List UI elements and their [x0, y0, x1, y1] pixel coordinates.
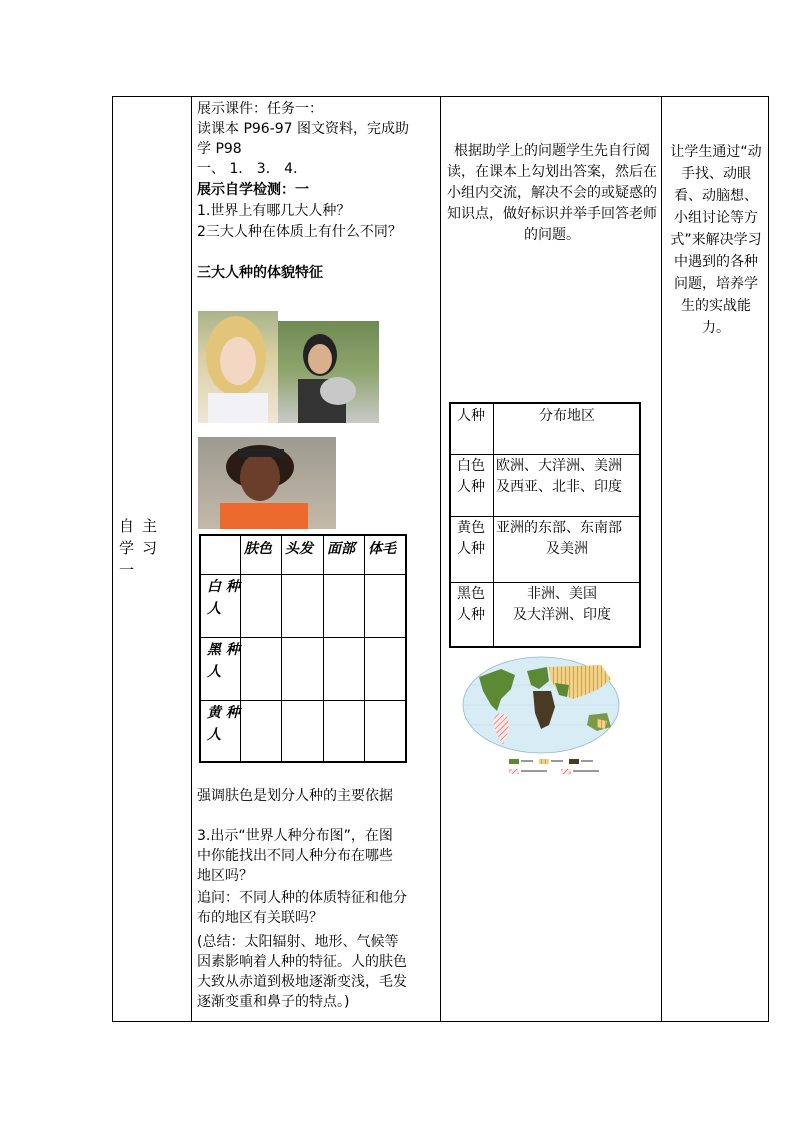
header-area: 分布地区 — [539, 408, 595, 424]
col-header-skin: 肤色 — [244, 541, 272, 557]
followup-line: 布的地区有关联吗？ — [197, 910, 323, 926]
row-label-white: 人 — [207, 601, 221, 617]
lesson-table — [112, 96, 769, 1022]
row-label-black: 人 — [207, 664, 221, 680]
area-white: 欧洲、大洋洲、美洲 — [496, 458, 622, 474]
task-line: 展示课件：任务一： — [197, 101, 323, 117]
distribution-table — [449, 402, 641, 648]
row-label-yellow: 人 — [207, 727, 221, 743]
white-race-photo — [198, 311, 278, 423]
task-line: 一、 1． 3． 4． — [197, 161, 308, 177]
task-line: 学 P98 — [197, 141, 242, 157]
student-activity-column — [441, 97, 662, 1021]
header-race: 人种 — [457, 408, 485, 424]
race-yellow: 黄色 — [457, 520, 485, 536]
design-intent-text: 让学生通过“动手找、动眼看、动脑想、小组讨论等方式”来解决学习中遇到的各种问题，培养学生的实战能力。 — [670, 144, 762, 336]
summary-line: (总结：太阳辐射、地形、气候等 — [197, 934, 399, 950]
summary-line: 大致从赤道到极地逐渐变浅，毛发 — [197, 974, 407, 990]
race-black: 人种 — [457, 607, 485, 623]
area-yellow: 亚洲的东部、东南部 — [496, 520, 622, 536]
design-intent-column — [662, 97, 768, 1021]
race-white: 人种 — [457, 479, 485, 495]
section-column — [113, 97, 191, 1021]
col-header-face: 面部 — [327, 541, 355, 557]
features-table — [199, 534, 407, 763]
task-3-line: 中你能找出不同人种分布在哪些 — [197, 848, 393, 864]
row-label-black: 黑 种 — [207, 642, 240, 658]
area-black: 非洲、美国 — [527, 586, 597, 602]
world-race-map — [461, 655, 621, 783]
race-white: 白色 — [457, 458, 485, 474]
task-line: 读课本 P96-97 图文资料，完成助 — [197, 121, 410, 137]
question-1: 1.世界上有哪几大人种？ — [197, 203, 351, 219]
area-yellow: 及美洲 — [546, 541, 588, 557]
teacher-activity-column — [192, 97, 441, 1021]
section-label: 自主学习一 — [119, 517, 166, 579]
summary-line: 逐渐变重和鼻子的特点。) — [197, 994, 350, 1010]
student-activity-text: 根据助学上的问题学生先自行阅读，在课本上勾划出答案，然后在小组内交流，解决不会的或疑惑的知识点，做好标识并举手回答老师的问题。 — [447, 143, 657, 243]
col-header-body-hair: 体毛 — [368, 541, 396, 557]
emphasis-text: 强调肤色是划分人种的主要依据 — [197, 788, 393, 804]
summary-line: 因素影响着人种的特征。人的肤色 — [197, 954, 407, 970]
task-3-line: 3.出示“世界人种分布图”，在图 — [197, 828, 393, 844]
followup-line: 追问：不同人种的体质特征和他分 — [197, 890, 407, 906]
question-2: 2三大人种在体质上有什么不同？ — [197, 224, 402, 240]
col-header-hair: 头发 — [285, 541, 313, 557]
race-black: 黑色 — [457, 586, 485, 602]
race-yellow: 人种 — [457, 541, 485, 557]
row-label-white: 白 种 — [207, 579, 240, 595]
task-3-line: 地区吗？ — [197, 868, 253, 884]
area-white: 及西亚、北非、印度 — [496, 479, 622, 495]
features-heading: 三大人种的体貌特征 — [197, 265, 323, 281]
black-race-photo — [198, 437, 336, 529]
self-test-heading: 展示自学检测：一 — [197, 182, 309, 198]
area-black: 及大洋洲、印度 — [513, 607, 611, 623]
row-label-yellow: 黄 种 — [207, 705, 240, 721]
yellow-race-photo — [278, 321, 379, 423]
